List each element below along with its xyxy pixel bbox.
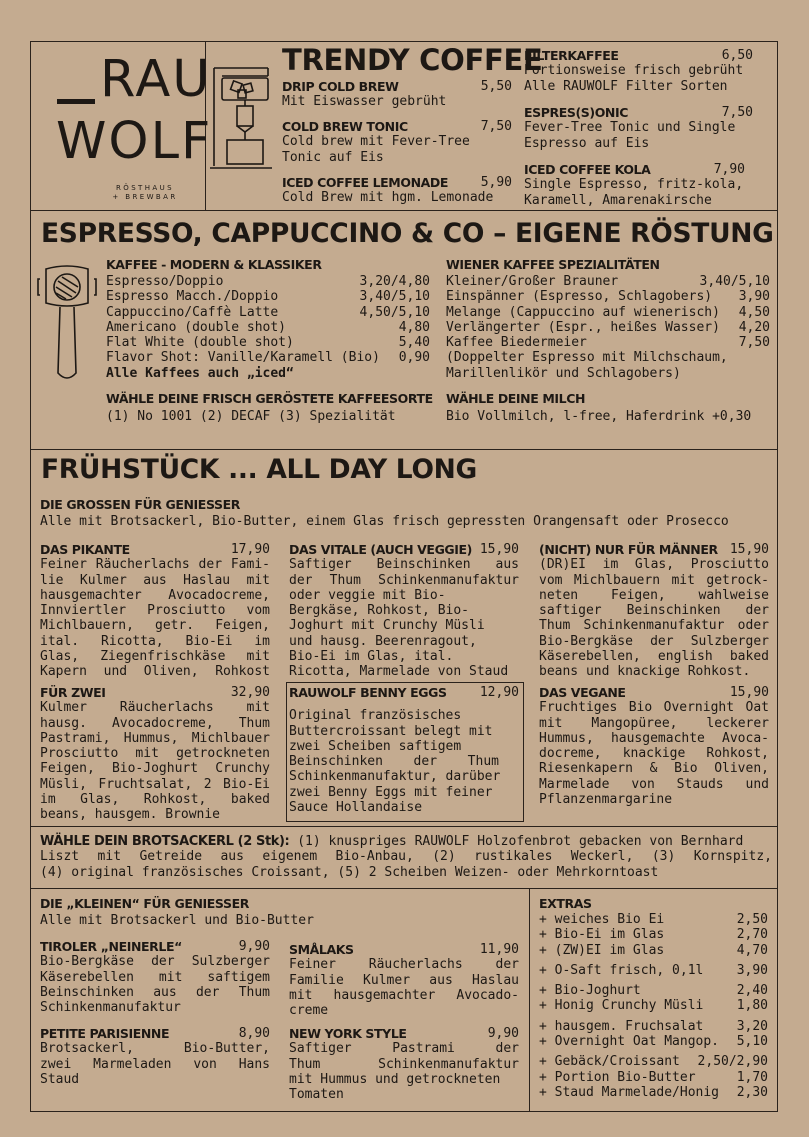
list-item <box>446 320 770 335</box>
extra-name: + weiches Bio Ei <box>539 912 665 927</box>
dish-line: der Thum Schinkenmanufaktur <box>289 572 519 588</box>
list-item <box>539 1019 768 1034</box>
dish-line: Sauce Hollandaise <box>289 800 423 816</box>
espresso-right-head: WIENER KAFFEE SPEZIALITÄTEN <box>446 257 660 272</box>
list-item <box>446 289 770 304</box>
dish-name: SMÅLAKS <box>289 942 354 957</box>
dish-line: Marmelade von Stauds und <box>539 776 769 792</box>
dish-line: Müsli, Fruchtsalat, 2 Bio-Ei <box>40 776 270 792</box>
dish-line: Joghurt mit Crunchy Müsli <box>289 618 485 634</box>
list-item <box>446 305 770 320</box>
item-price: 7,50 <box>480 119 512 134</box>
item-price: 7,50 <box>738 335 770 351</box>
extra-price: 2,70 <box>736 927 768 943</box>
item-price: 3,90 <box>738 289 770 305</box>
dish-line: creme <box>289 1003 329 1019</box>
list-item <box>106 289 430 304</box>
list-item <box>539 1034 768 1049</box>
cold-brew-tower-icon <box>210 66 274 176</box>
dish-line: Riesenkapern & Bio Oliven, <box>539 761 769 777</box>
extra-name: + Staud Marmelade/Honig <box>539 1084 720 1100</box>
dish-newyork <box>289 1026 519 1102</box>
dish-line: saftiger Beinschinken der <box>539 603 769 619</box>
list-item <box>106 274 430 289</box>
list-item <box>106 305 430 320</box>
dish-price: 17,90 <box>230 542 270 557</box>
dish-line: und hausg. Beerenragout, <box>289 633 477 649</box>
extra-name: + Bio-Ei im Glas <box>539 927 665 943</box>
item-name: Cappuccino/Caffè Latte <box>106 304 279 320</box>
dish-zwei <box>40 685 270 823</box>
item-name: FILTERKAFFEE <box>524 48 619 63</box>
dish-line: Tomaten <box>289 1087 344 1103</box>
dish-name: DAS VITALE (AUCH VEGGIE) <box>289 542 472 557</box>
item-price: 4,20 <box>738 319 770 335</box>
trendy-drip <box>282 79 512 110</box>
roast-text: (1) No 1001 (2) DECAF (3) Spezialität <box>106 409 396 424</box>
portafilter-icon <box>36 265 98 385</box>
dish-benny <box>289 685 519 815</box>
dish-line: Michlbauern, getr. Feigen, <box>40 618 270 634</box>
breakfast-title: FRÜHSTÜCK ... ALL DAY LONG <box>41 454 478 485</box>
dish-line: Pflanzenmargarine <box>539 792 673 808</box>
dish-line: mit Mangopüree, leckerer <box>539 715 769 731</box>
extra-price: 5,10 <box>736 1034 768 1050</box>
dish-line: zwei Marmeladen von Hans <box>40 1056 270 1072</box>
extra-price: 1,70 <box>736 1069 768 1085</box>
list-item <box>539 1085 768 1100</box>
item-name: Americano (double shot) <box>106 319 287 335</box>
dish-price: 9,90 <box>487 1026 519 1041</box>
dish-tiroler <box>40 939 270 1015</box>
dish-line: Bio-Ei im Glas, ital. <box>289 649 454 665</box>
list-item <box>539 1070 768 1085</box>
brot-line: (1) knuspriges RAUWOLF Holzofenbrot gebacken von Bernhard <box>297 834 744 849</box>
brot-block <box>40 834 772 880</box>
item-name: DRIP COLD BREW <box>282 79 399 94</box>
extras-list <box>539 912 768 1100</box>
item-name: ICED COFFEE LEMONADE <box>282 175 449 190</box>
dish-name: DAS VEGANE <box>539 685 626 700</box>
logo-sub1: RÖSTHAUS <box>116 184 174 192</box>
item-price: 5,50 <box>480 79 512 94</box>
item-price: 7,90 <box>713 162 745 177</box>
item-desc: Cold brew mit Fever-Tree <box>282 134 470 150</box>
brot-line: (4) original französisches Croissant, (5) 2 Scheiben Weizen- oder Mehrkorntoast <box>40 864 659 880</box>
dish-line: Schinkenmanufaktur, darüber <box>289 769 501 785</box>
item-price: 5,90 <box>480 175 512 190</box>
item-name: ESPRES(S)ONIC <box>524 105 629 120</box>
item-name: COLD BREW TONIC <box>282 119 408 134</box>
dish-price: 32,90 <box>230 685 270 700</box>
item-name: Kaffee Biedermeier <box>446 335 587 351</box>
trendy-title: TRENDY COFFEE <box>282 43 543 77</box>
list-item <box>539 998 768 1013</box>
dish-vegane <box>539 685 769 807</box>
trendy-tonic <box>282 119 512 165</box>
divider-breakfast <box>30 449 778 450</box>
dish-price: 15,90 <box>729 542 769 557</box>
dish-pikante <box>40 542 270 680</box>
dish-line: Schinkenmanufaktur <box>40 1000 181 1016</box>
dish-line: Hummus, hausgemachte Avoca- <box>539 730 769 746</box>
extra-price: 2,50/2,90 <box>697 1054 768 1070</box>
dish-line: beans, hausgem. Brownie <box>40 807 221 823</box>
dish-line: Staud <box>40 1071 80 1087</box>
dish-line: Glas, Ziegenfrischkäse mit <box>40 649 270 665</box>
dish-line: Feiner Räucherlachs der Fami- <box>40 557 270 573</box>
iced-note: Alle Kaffees auch „iced“ <box>106 365 294 381</box>
list-item <box>539 963 768 978</box>
dish-name: DAS PIKANTE <box>40 542 130 557</box>
big-head: DIE GROSSEN FÜR GENIESSER <box>40 497 240 512</box>
dish-line: Saftiger Pastrami der <box>289 1041 519 1057</box>
extra-price: 1,80 <box>736 998 768 1014</box>
item-desc: Single Espresso, fritz-kola, <box>524 177 744 193</box>
dish-name: NEW YORK STYLE <box>289 1026 407 1041</box>
item-desc: Fever-Tree Tonic und Single <box>524 120 736 136</box>
extras-head: EXTRAS <box>539 896 592 911</box>
dish-line: Bio-Bergkäse der Sulzberger <box>539 633 769 649</box>
dish-name: (NICHT) NUR FÜR MÄNNER <box>539 542 718 557</box>
item-price: 0,90 <box>398 350 430 366</box>
item-price: 3,40/5,10 <box>699 274 770 289</box>
extra-name: + Gebäck/Croissant <box>539 1054 680 1070</box>
dish-name: RAUWOLF BENNY EGGS <box>289 685 447 700</box>
item-price: 3,40/5,10 <box>359 289 430 305</box>
dish-line: Bio-Bergkäse der Sulzberger <box>40 954 270 970</box>
milk-text: Bio Vollmilch, l-free, Haferdrink +0,30 <box>446 409 752 424</box>
item-desc: Cold Brew mit hgm. Lemonade <box>282 190 494 206</box>
dish-line: mit hausgemachter Avocado- <box>289 987 519 1003</box>
dish-line: Feigen, Bio-Joghurt Crunchy <box>40 761 270 777</box>
dish-line: (DR)EI im Glas, Prosciutto <box>539 557 769 573</box>
espresso-left-list <box>106 274 430 381</box>
extra-price: 4,70 <box>736 942 768 958</box>
item-desc: Espresso auf Eis <box>524 135 650 151</box>
list-item <box>106 350 430 365</box>
divider-brot <box>30 826 778 827</box>
dish-price: 15,90 <box>479 542 519 557</box>
dish-name: TIROLER „NEINERLE“ <box>40 939 182 954</box>
list-item <box>539 943 768 958</box>
dish-line: mit Hummus und getrockneten <box>289 1071 501 1087</box>
extra-price: 2,30 <box>736 1084 768 1100</box>
brot-head: WÄHLE DEIN BROTSACKERL (2 Stk): <box>40 834 290 849</box>
extra-name: + Overnight Oat Mangop. <box>539 1034 720 1050</box>
dish-line: Familie Kulmer aus Haslau <box>289 972 519 988</box>
dish-smalaks <box>289 942 519 1018</box>
item-desc: Karamell, Amarenakirsche <box>524 192 712 208</box>
dish-line: Original französisches <box>289 708 462 724</box>
logo-underscore <box>57 99 95 104</box>
divider-small <box>30 888 778 889</box>
item-desc: Alle RAUWOLF Filter Sorten <box>524 78 728 94</box>
extra-name: + O-Saft frisch, 0,1l <box>539 962 704 978</box>
dish-line: Thum Schinkenmanufaktur oder <box>539 618 769 634</box>
extra-price: 3,90 <box>736 962 768 978</box>
logo-line1: RAU <box>100 50 212 109</box>
espresso-right-list <box>446 274 770 381</box>
small-sub: Alle mit Brotsackerl und Bio-Butter <box>40 913 314 928</box>
dish-line: Käserebellen mit saftigem <box>40 969 270 985</box>
item-desc: Portionsweise frisch gebrüht <box>524 63 744 79</box>
dish-line: Prosciutto mit getrockneten <box>40 746 270 762</box>
dish-line: Beinschinken der Thum <box>289 754 499 770</box>
list-item <box>106 320 430 335</box>
dish-price: 8,90 <box>238 1026 270 1041</box>
item-desc: Tonic auf Eis <box>282 149 384 165</box>
list-item <box>539 927 768 942</box>
dish-line: ital. Ricotta, Bio-Ei im <box>40 633 270 649</box>
dish-line: Brotsackerl, Bio-Butter, <box>40 1041 270 1057</box>
dish-line: Pastrami, Hummus, Michlbauer <box>40 730 270 746</box>
trendy-kola <box>524 162 745 208</box>
dish-maenner <box>539 542 769 680</box>
extra-name: + Honig Crunchy Müsli <box>539 998 704 1014</box>
dish-line: Bergkäse, Rohkost, Bio- <box>289 603 470 619</box>
trendy-filter <box>524 48 753 94</box>
big-sub: Alle mit Brotsackerl, Bio-Butter, einem Glas frisch gepressten Orangensaft oder Prosecco <box>40 514 729 529</box>
extra-name: + hausgem. Fruchsalat <box>539 1018 704 1034</box>
roast-head: WÄHLE DEINE FRISCH GERÖSTETE KAFFEESORTE <box>106 391 433 406</box>
list-item <box>446 274 770 289</box>
dish-line: Saftiger Beinschinken aus <box>289 557 519 573</box>
dish-line: hausgemachter Avocadocreme, <box>40 587 270 603</box>
item-name: Flat White (double shot) <box>106 335 294 351</box>
extras-divider <box>529 888 530 1112</box>
list-item <box>539 912 768 927</box>
divider-espresso <box>30 210 778 211</box>
item-price: 7,50 <box>721 105 753 120</box>
dish-line: Beinschinken aus der Thum <box>40 984 270 1000</box>
extra-name: + Bio-Joghurt <box>539 983 641 999</box>
list-item <box>539 983 768 998</box>
item-price: 3,20/4,80 <box>359 274 430 289</box>
dish-line: im Glas, Rohkost, baked <box>40 792 270 808</box>
dish-line: zwei Scheiben saftigem <box>289 738 462 754</box>
item-name: Kleiner/Großer Brauner <box>446 274 619 289</box>
item-desc: (Doppelter Espresso mit Milchschaum, <box>446 350 728 366</box>
dish-parisienne <box>40 1026 270 1087</box>
logo <box>40 46 213 206</box>
logo-line2: WOLF <box>56 112 213 171</box>
item-price: 4,80 <box>398 319 430 335</box>
espresso-left-head: KAFFEE - MODERN & KLASSIKER <box>106 257 322 272</box>
dish-line: lie Kulmer aus Haslau mit <box>40 572 270 588</box>
dish-line: docreme, knackige Rohkost, <box>539 746 769 762</box>
item-price: 4,50/5,10 <box>359 304 430 320</box>
dish-line: zwei Benny Eggs mit feiner <box>289 784 493 800</box>
list-item <box>539 1054 768 1069</box>
dish-line: hausg. Avocadocreme, Thum <box>40 715 270 731</box>
dish-line: Ricotta, Marmelade von Staud <box>289 664 509 680</box>
dish-line: Innviertler Prosciutto vom <box>40 603 270 619</box>
item-desc: Marillenlikör und Schlagobers) <box>446 365 681 381</box>
list-item <box>446 335 770 350</box>
item-name: Flavor Shot: Vanille/Karamell (Bio) <box>106 350 380 366</box>
item-price: 5,40 <box>398 335 430 351</box>
dish-price: 11,90 <box>479 942 519 957</box>
milk-head: WÄHLE DEINE MILCH <box>446 391 586 406</box>
item-price: 4,50 <box>738 304 770 320</box>
extra-price: 2,50 <box>736 912 768 927</box>
item-name: Melange (Cappuccino auf wienerisch) <box>446 304 720 320</box>
dish-line: Käserebellen, english baked <box>539 649 769 665</box>
item-name: ICED COFFEE KOLA <box>524 162 651 177</box>
trendy-lemonade <box>282 175 512 206</box>
extra-price: 2,40 <box>736 983 768 999</box>
espresso-title: ESPRESSO, CAPPUCCINO & CO – EIGENE RÖSTUNG <box>41 218 774 249</box>
item-desc: Mit Eiswasser gebrüht <box>282 94 447 110</box>
list-item <box>106 335 430 350</box>
trendy-espressonic <box>524 105 753 151</box>
small-head: DIE „KLEINEN“ FÜR GENIESSER <box>40 896 249 911</box>
dish-price: 12,90 <box>479 685 519 700</box>
dish-line: Feiner Räucherlachs der <box>289 957 519 973</box>
item-price: 6,50 <box>721 48 753 63</box>
extra-name: + Portion Bio-Butter <box>539 1069 696 1085</box>
item-name: Einspänner (Espresso, Schlagobers) <box>446 289 713 305</box>
dish-name: FÜR ZWEI <box>40 685 106 700</box>
dish-line: beans und knackige Rohkost. <box>539 664 751 680</box>
item-name: Espresso/Doppio <box>106 274 224 289</box>
extra-price: 3,20 <box>736 1018 768 1034</box>
item-name: Verlängerter (Espr., heißes Wasser) <box>446 319 720 335</box>
dish-price: 9,90 <box>238 939 270 954</box>
dish-line: vom Michlbauern mit getrock- <box>539 572 769 588</box>
dish-name: PETITE PARISIENNE <box>40 1026 170 1041</box>
dish-line: Thum Schinkenmanufaktur <box>289 1056 519 1072</box>
dish-line: Kapern und Oliven, Rohkost <box>40 664 270 680</box>
dish-line: oder veggie mit Bio- <box>289 587 446 603</box>
dish-line: Buttercroissant belegt mit <box>289 723 493 739</box>
logo-sub2: + BREWBAR <box>112 193 178 201</box>
dish-line: Fruchtiges Bio Overnight Oat <box>539 700 769 716</box>
extra-name: + (ZW)EI im Glas <box>539 942 665 958</box>
brot-line: Liszt mit Getreide aus eigenem Bio-Anbau, (2) rustikales Weckerl, (3) Kornspitz, <box>40 849 772 865</box>
dish-line: neten Feigen, wahlweise <box>539 587 769 603</box>
dish-price: 15,90 <box>729 685 769 700</box>
dish-line: Kulmer Räucherlachs mit <box>40 700 270 716</box>
item-name: Espresso Macch./Doppio <box>106 289 279 305</box>
dish-vitale <box>289 542 519 680</box>
